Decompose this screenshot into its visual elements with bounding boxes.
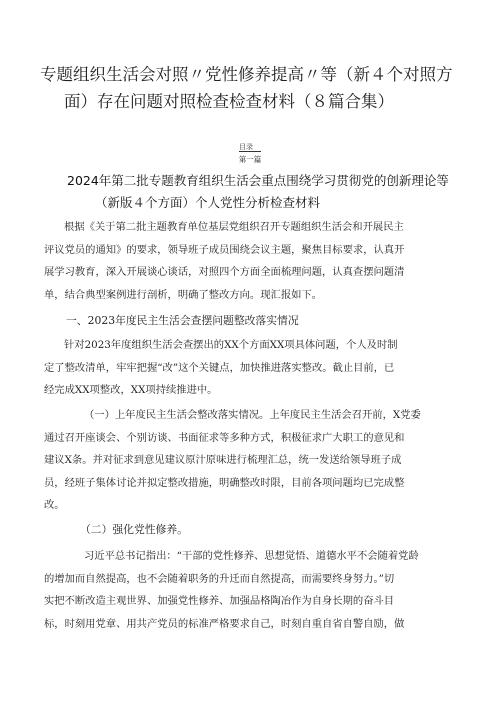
paragraph-last-year: （一）上年度民主生活会整改落实情况。上年度民主生活会召开前，X党委 通过召开座谈会、个别访谈、书面征求等多种方式，积极征求广大职工的意见和 建议X条。并对征求到意见建议原汁原味进行梳理汇总，统一发送给领导班子成 员，经班子集体讨论并拟定整改措施，明确整改时限，目前各项问题均已完成整 改。 [44, 409, 421, 511]
heading-2: （二）强化党性修养。 [80, 523, 188, 536]
paragraph-intro: 根据《关于第二批主题教育单位基层党组织召开专题组织生活会和开展民主 评议党员的通知》的要求，领导班子成员围绕会议主题，聚焦目标要求，认真开 展学习教育，深入开展谈心谈话，对照四个方面全面梳理问题，认真查摆问题清 单，结合典型案例进行剖析，明确了整改方向。现汇报如下。 [44, 221, 405, 301]
title-line-1: 专题组织生活会对照〃党性修养提高〃等（新４个对照方 [40, 65, 453, 84]
paragraph-party-spirit: 习近平总书记指出：“干部的党性修养、思想觉悟、道德水平不会随着党龄 的增加而自然提高，也不会随着职务的升迁而自然提高，而需要终身努力。”切 实把不断改造主观世界、加强党性修养、加强品格陶冶作为自身长期的奋斗目 标，时刻用党章、用共产党员的标准严格要求自己，时刻自重自省自警自励，做 [44, 550, 419, 630]
title-line-2: 面）存在问题对照检查检查材料（８篇合集） [64, 92, 394, 111]
toc-label: 目录 [0, 142, 500, 152]
heading-1: 一、2023年度民主生活会查摆问题整改落实情况 [66, 314, 299, 327]
chapter-label: 第一篇 [238, 155, 262, 164]
section-subtitle-line-1: 2024年第二批专题教育组织生活会重点围绕学习贯彻党的创新理论等 [67, 173, 449, 188]
section-subtitle-line-2: （新版４个方面）个人党性分析检查材料 [95, 195, 321, 210]
paragraph-rectification: 针对2023年度组织生活会查摆出的XX个方面XX项具体问题，个人及时制 定了整改清单，牢牢把握“改”这个关键点，加快推进落实整改。截止目前，已 经完成XX项整改，XX项持续推进中。 [44, 339, 398, 396]
